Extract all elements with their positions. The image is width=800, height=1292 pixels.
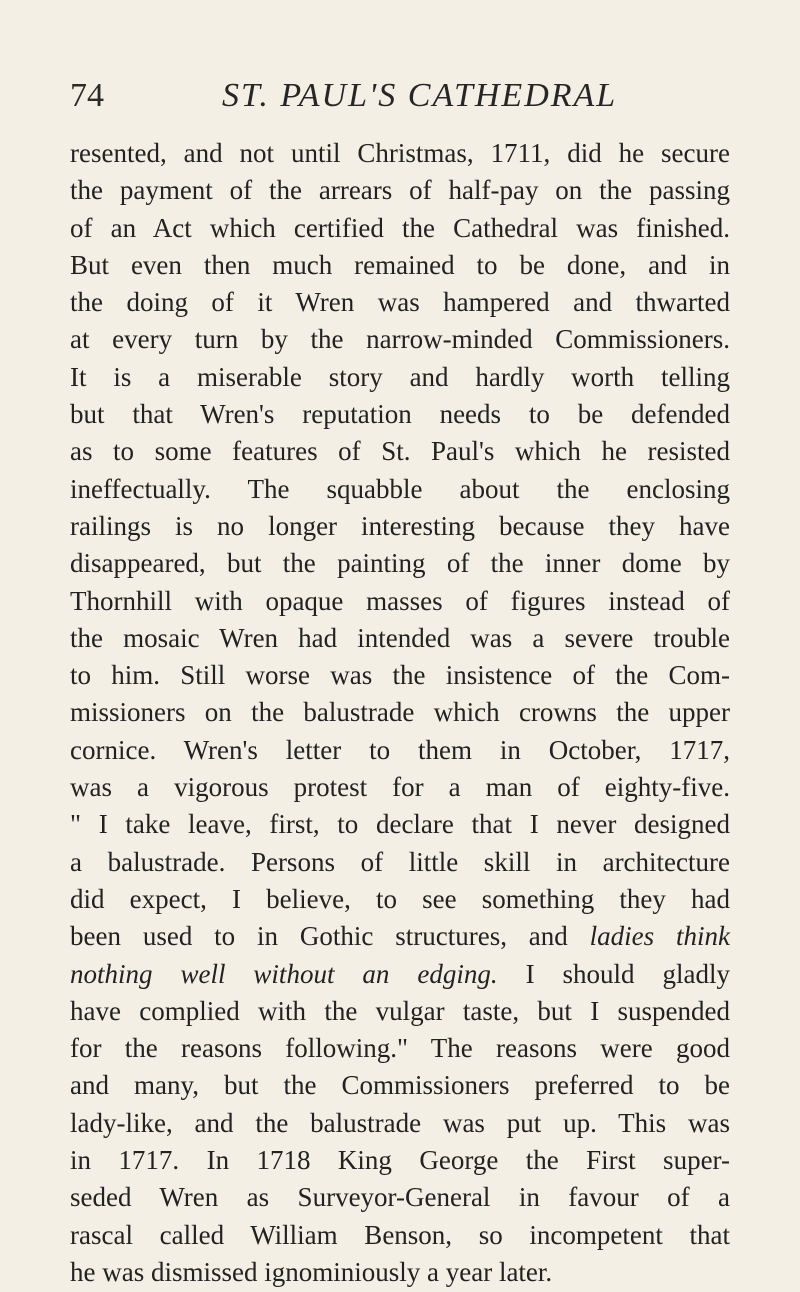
text-line: the doing of it Wren was hampered and thwarted xyxy=(70,287,730,318)
text-line: did expect, I believe, to see something they had xyxy=(70,883,730,914)
text-line-with-italic xyxy=(70,918,730,955)
text-line: seded Wren as Surveyor-General in favour of a xyxy=(70,1182,730,1213)
text-line: at every turn by the narrow-minded Commissioners. xyxy=(70,324,730,355)
text-line-with-italic xyxy=(70,956,730,993)
page-number: 74 xyxy=(70,77,104,114)
running-head: ST. PAUL'S CATHEDRAL xyxy=(222,77,618,114)
text-line: But even then much remained to be done, and in xyxy=(70,249,730,280)
text-line: railings is no longer interesting because they have xyxy=(70,510,730,541)
text-line: of an Act which certified the Cathedral was finished. xyxy=(70,212,730,243)
italic-phrase: ladies think xyxy=(589,921,730,952)
page-header xyxy=(70,74,730,118)
text-line: but that Wren's reputation needs to be defended xyxy=(70,399,730,430)
text-segment: I should gladly xyxy=(525,958,730,989)
text-line: for the reasons following." The reasons were good xyxy=(70,1033,730,1064)
text-line: It is a miserable story and hardly worth telling xyxy=(70,361,730,392)
text-line: the mosaic Wren had intended was a severe trouble xyxy=(70,622,730,653)
text-line: " I take leave, first, to declare that I never designed xyxy=(70,809,730,840)
text-line: was a vigorous protest for a man of eighty-five. xyxy=(70,772,730,803)
text-line: in 1717. In 1718 King George the First super- xyxy=(70,1145,730,1176)
text-line: cornice. Wren's letter to them in October, 1717, xyxy=(70,734,730,765)
text-line: as to some features of St. Paul's which he resisted xyxy=(70,436,730,467)
text-line: to him. Still worse was the insistence of the Com- xyxy=(70,660,730,691)
text-line: ineffectually. The squabble about the enclosing xyxy=(70,473,730,504)
text-line: he was dismissed ignominiously a year later. xyxy=(70,1256,553,1287)
text-segment: been used to in Gothic structures, and xyxy=(70,921,568,952)
text-line: lady-like, and the balustrade was put up. This was xyxy=(70,1107,730,1138)
text-line: the payment of the arrears of half-pay on the passing xyxy=(70,175,730,206)
text-line: Thornhill with opaque masses of figures instead of xyxy=(70,585,730,616)
italic-phrase: nothing well without an edging. xyxy=(70,958,498,989)
text-line: missioners on the balustrade which crowns the upper xyxy=(70,697,730,728)
text-line: resented, and not until Christmas, 1711, did he secure xyxy=(70,138,730,168)
text-line: a balustrade. Persons of little skill in architecture xyxy=(70,846,730,877)
text-line: disappeared, but the painting of the inner dome by xyxy=(70,548,730,579)
body-text xyxy=(70,135,730,1291)
text-line: and many, but the Commissioners preferred to be xyxy=(70,1070,730,1101)
text-line: have complied with the vulgar taste, but I suspended xyxy=(70,995,730,1026)
text-line: rascal called William Benson, so incompetent that xyxy=(70,1219,730,1250)
